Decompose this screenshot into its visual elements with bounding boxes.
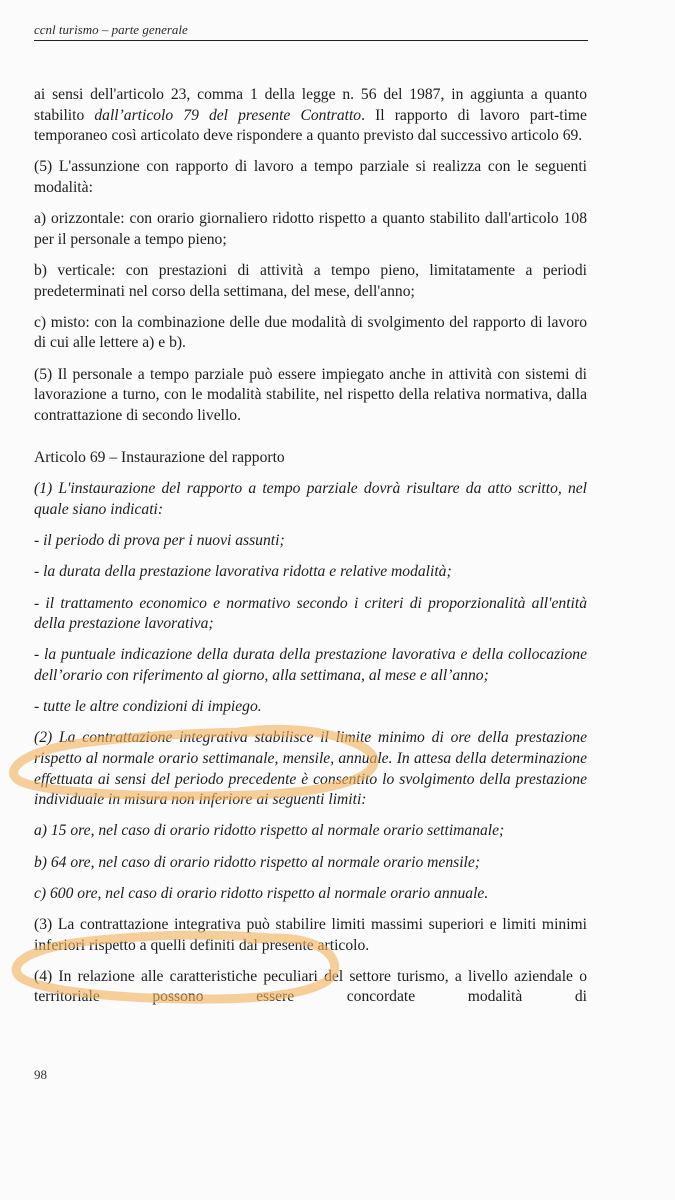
item-b-verticale: b) verticale: con prestazioni di attività a tempo pieno, limitatamente a periodi predeterminati nel corso della settimana, del mese, dell'anno; — [34, 261, 587, 300]
list-item-durata: - la durata della prestazione lavorativa ridotta e relative modalità; — [34, 563, 452, 581]
intro-text-1: ai sensi dell'articolo 23, comma 1 della legge n. 56 del 1987, in aggiunta a quanto stabilito — [34, 86, 587, 124]
paragraph-4-settore-turismo: (4) In relazione alle caratteristiche peculiari del settore turismo, a livello aziendale o territoriale possono essere concordate modalità di — [34, 967, 587, 1006]
limit-b-64-ore: b) 64 ore, nel caso di orario ridotto rispetto al normale orario mensile; — [34, 853, 480, 871]
list-item-altre-condizioni: - tutte le altre condizioni di impiego. — [34, 698, 262, 716]
header-rule — [34, 40, 588, 41]
paragraph-3-limiti: (3) La contrattazione integrativa può stabilire limiti massimi superiori e limiti minimi inferiori rispetto a quelli definiti dal presente articolo. — [34, 915, 587, 954]
page-number: 98 — [34, 1067, 47, 1082]
running-head: ccnl turismo – parte generale — [34, 22, 188, 37]
list-item-trattamento: - il trattamento economico e normativo secondo i criteri di proporzionalità all'entità della prestazione lavorativa; — [34, 594, 587, 633]
limit-a-15-ore: a) 15 ore, nel caso di orario ridotto rispetto al normale orario settimanale; — [34, 822, 505, 840]
intro-text-2: . Il rapporto di lavoro part-time temporaneo così articolato deve rispondere a quanto previsto dal successivo articolo 69. — [34, 106, 587, 145]
paragraph-5-modalita: (5) L'assunzione con rapporto di lavoro a tempo parziale si realizza con le seguenti modalità: — [34, 158, 587, 196]
item-a-orizzontale: a) orizzontale: con orario giornaliero ridotto rispetto a quanto stabilito dall'articolo 108 per il personale a tempo pieno; — [34, 210, 587, 248]
limit-c-600-ore: c) 600 ore, nel caso di orario ridotto rispetto al normale orario annuale. — [34, 884, 489, 902]
paragraph-1-atto-scritto: (1) L'instaurazione del rapporto a tempo parziale dovrà risultare da atto scritto, nel quale siano indicati: — [34, 480, 587, 519]
intro-paragraph — [34, 85, 587, 147]
item-c-misto: c) misto: con la combinazione delle due modalità di svolgimento del rapporto di lavoro di cui alle lettere a) e b). — [34, 313, 587, 352]
body-text — [34, 85, 587, 1018]
paragraph-2-limite-minimo: (2) La contrattazione integrativa stabilisce il limite minimo di ore della prestazione rispetto al normale orario settimanale, mensile, annuale. In attesa della determinazione effettuata ai sensi del periodo precedente è consentito lo svolgimento della prestazione individuale in misura non inferiore ai seguenti limiti: — [34, 729, 587, 809]
list-item-periodo-prova: - il periodo di prova per i nuovi assunti; — [34, 532, 285, 550]
intro-italic-reference: dall’articolo 79 del presente Contratto — [94, 106, 362, 124]
paragraph-5-turno: (5) Il personale a tempo parziale può essere impiegato anche in attività con sistemi di lavorazione a turno, con le modalità stabilite, nel rispetto della relativa normativa, dalla contrattazione di secondo livello. — [34, 365, 587, 424]
list-item-collocazione: - la puntuale indicazione della durata della prestazione lavorativa e della collocazione dell’orario con riferimento al giorno, alla settimana, al mese e all’anno; — [34, 646, 587, 684]
article-69-heading: Articolo 69 – Instaurazione del rapporto — [34, 449, 285, 467]
